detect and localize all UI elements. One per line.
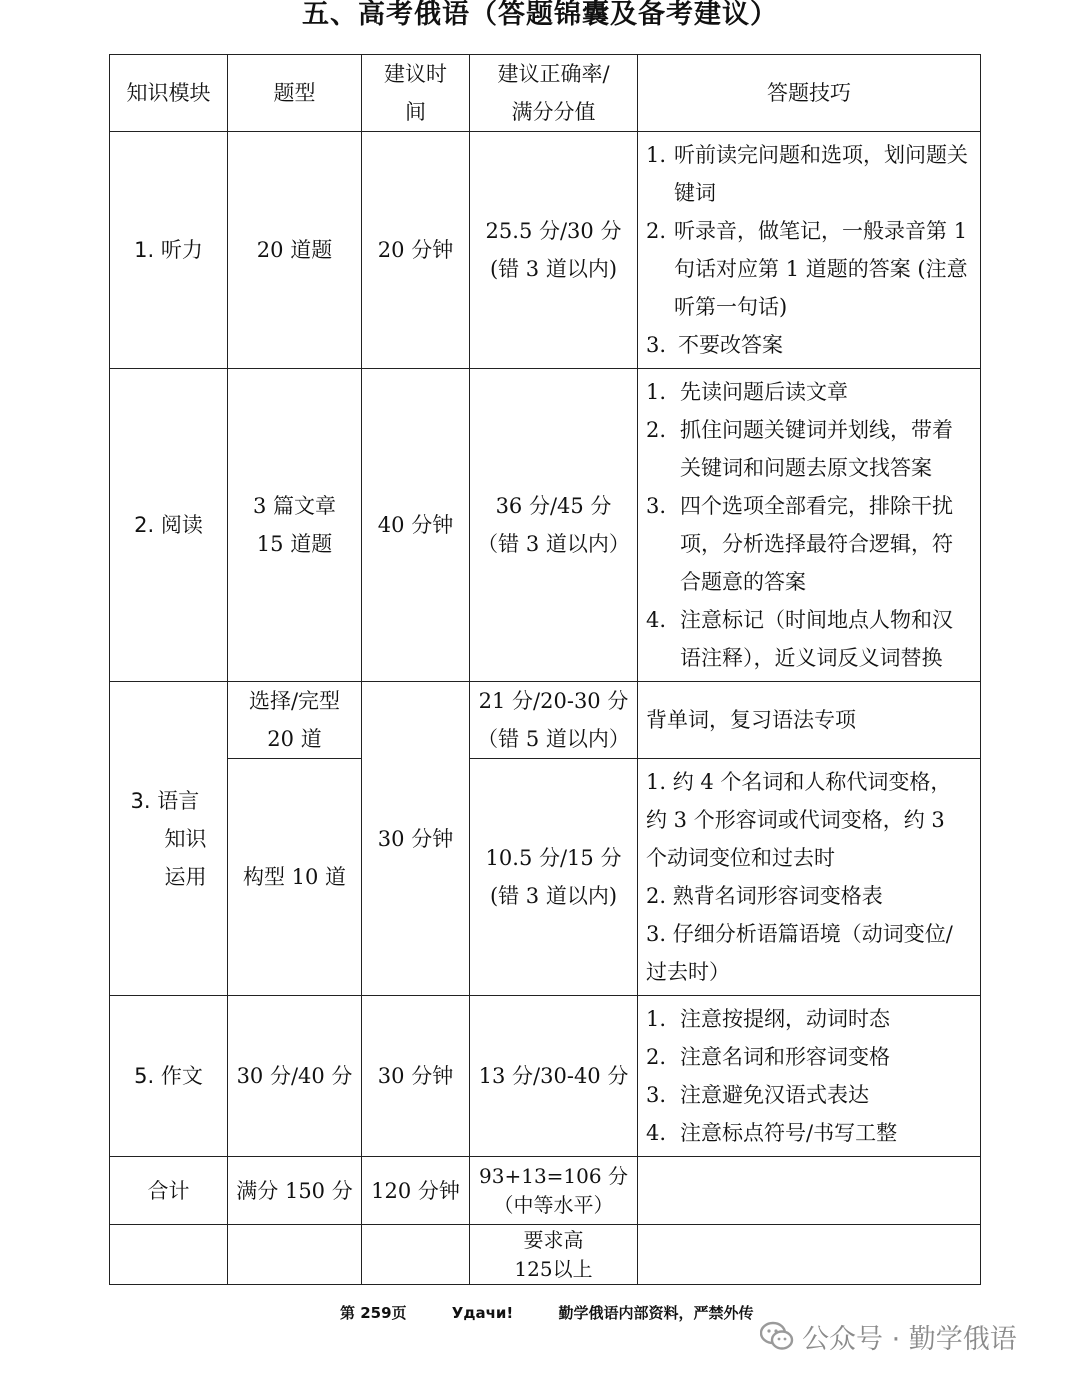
time-extra (362, 1225, 470, 1285)
tips-extra (638, 1225, 981, 1285)
time-writing: 30 分钟 (362, 996, 470, 1157)
rate-reading: 36 分/45 分 （错 3 道以内） (470, 369, 638, 682)
module-language: 3. 语言 知识 运用 (110, 682, 228, 996)
tips-listening (638, 132, 981, 369)
tip-item: 3. 不要改答案 (646, 333, 784, 357)
watermark-text: 公众号 · 勤学俄语 (802, 1323, 1017, 1355)
module-extra (110, 1225, 228, 1285)
tip-item: 1. 听前读完问题和选项，划问题关键词 (646, 143, 969, 205)
tip-item: 2. 抓住问题关键词并划线，带着关键词和问题去原文找答案 (646, 418, 953, 480)
watermark (760, 1316, 1017, 1356)
tips-language-choice: 背单词，复习语法专项 (638, 682, 981, 759)
page-footer (340, 1302, 793, 1323)
type-listening: 20 道题 (228, 132, 362, 369)
type-extra (228, 1225, 362, 1285)
row-total (110, 1157, 981, 1225)
type-language-choice: 选择/完型 20 道 (228, 682, 362, 759)
rate-listening: 25.5 分/30 分 (错 3 道以内) (470, 132, 638, 369)
tip-item: 4. 注意标点符号/书写工整 (646, 1121, 898, 1145)
tip-item: 3. 仔细分析语篇语境（动词变位/过去时） (646, 922, 953, 984)
tip-item: 3. 注意避免汉语式表达 (646, 1083, 869, 1107)
rate-writing: 13 分/30-40 分 (470, 996, 638, 1157)
row-language-choice (110, 682, 981, 759)
footer-greeting: Удачи! (451, 1304, 514, 1322)
tip-item: 3. 四个选项全部看完，排除干扰项，分析选择最符合逻辑，符合题意的答案 (646, 494, 953, 594)
rate-language-choice: 21 分/20-30 分 （错 5 道以内） (470, 682, 638, 759)
rate-extra: 要求高 125以上 (470, 1225, 638, 1285)
tip-item: 4. 注意标记（时间地点人物和汉语注释），近义词反义词替换 (646, 608, 953, 670)
time-total: 120 分钟 (362, 1157, 470, 1225)
page-title: 五、高考俄语（答题锦囊及备考建议） (302, 0, 778, 30)
tip-item: 2. 注意名词和形容词变格 (646, 1045, 890, 1069)
tips-language-structure (638, 759, 981, 996)
row-reading (110, 369, 981, 682)
type-writing: 30 分/40 分 (228, 996, 362, 1157)
tip-item: 1. 注意按提纲，动词时态 (646, 1007, 890, 1031)
exam-table (109, 54, 981, 1285)
module-reading: 2. 阅读 (110, 369, 228, 682)
rate-language-structure: 10.5 分/15 分 (错 3 道以内) (470, 759, 638, 996)
row-language-structure (110, 759, 981, 996)
type-total: 满分 150 分 (228, 1157, 362, 1225)
row-writing (110, 996, 981, 1157)
module-listening: 1. 听力 (110, 132, 228, 369)
module-writing: 5. 作文 (110, 996, 228, 1157)
type-reading: 3 篇文章 15 道题 (228, 369, 362, 682)
row-listening (110, 132, 981, 369)
tips-total (638, 1157, 981, 1225)
time-language: 30 分钟 (362, 682, 470, 996)
header-rate: 建议正确率/ 满分分值 (470, 55, 638, 132)
tip-item: 1. 先读问题后读文章 (646, 380, 848, 404)
header-time: 建议时 间 (362, 55, 470, 132)
header-row (110, 55, 981, 132)
tips-reading (638, 369, 981, 682)
tip-item: 1. 约 4 个名词和人称代词变格，约 3 个形容词或代词变格，约 3 个动词变位和过去时 (646, 770, 952, 870)
time-reading: 40 分钟 (362, 369, 470, 682)
header-type: 题型 (228, 55, 362, 132)
footer-note: 勤学俄语内部资料，严禁外传 (558, 1304, 754, 1322)
rate-total: 93+13=106 分 （中等水平） (470, 1157, 638, 1225)
module-total: 合计 (110, 1157, 228, 1225)
tip-item: 2. 熟背名词形容词变格表 (646, 884, 883, 908)
tips-writing (638, 996, 981, 1157)
tip-item: 2. 听录音，做笔记，一般录音第 1 句话对应第 1 道题的答案 (注意听第一句话) (646, 219, 968, 319)
type-language-structure: 构型 10 道 (228, 759, 362, 996)
wechat-icon (760, 1321, 794, 1351)
header-tips: 答题技巧 (638, 55, 981, 132)
time-listening: 20 分钟 (362, 132, 470, 369)
row-extra (110, 1225, 981, 1285)
page-number: 第 259页 (340, 1304, 407, 1322)
header-module: 知识模块 (110, 55, 228, 132)
